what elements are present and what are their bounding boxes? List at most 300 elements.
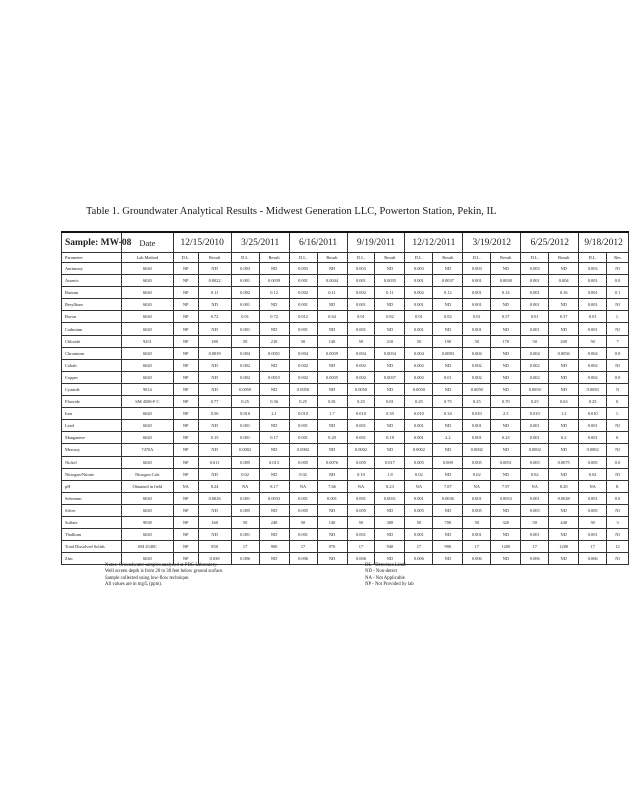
value-cell: 0.001 (347, 323, 375, 335)
value-cell: ND (317, 553, 347, 565)
value-cell: 0.15 (198, 432, 231, 444)
value-cell: 0.02 (289, 468, 317, 480)
parameter-cell: Boron (62, 311, 122, 323)
column-subheader: Result (259, 253, 289, 263)
value-cell: 0.001 (521, 287, 549, 299)
value-cell: 0.001 (405, 275, 433, 287)
value-cell: 0.004 (289, 347, 317, 359)
value-cell: 0.005 (579, 504, 607, 516)
value-cell: 17 (347, 541, 375, 553)
value-cell: 0.010 (231, 408, 259, 420)
value-cell: 0.0026 (198, 492, 231, 504)
table-row (62, 383, 629, 395)
value-cell: ND (491, 444, 521, 456)
value-cell: ND (259, 299, 289, 311)
value-cell: 50 (521, 516, 549, 528)
value-cell: 0.002 (347, 371, 375, 383)
table-row (62, 529, 629, 541)
value-cell: 0.0002 (405, 444, 433, 456)
value-cell: 0.001 (463, 323, 491, 335)
value-cell: 0.0022 (198, 275, 231, 287)
value-cell: 0.002 (521, 359, 549, 371)
value-cell: ND (491, 529, 521, 541)
value-cell: ND (317, 420, 347, 432)
value-cell: NP (173, 444, 198, 456)
value-cell: ND (259, 263, 289, 275)
date-header: 6/16/2011 (289, 232, 347, 253)
lab-method-cell: SM 4500-F C (122, 396, 174, 408)
value-cell: 0.81 (375, 396, 405, 408)
value-cell: NA (521, 480, 549, 492)
lab-method-cell: 6020 (122, 347, 174, 359)
date-header: 6/25/2012 (521, 232, 579, 253)
value-cell: NA (173, 480, 198, 492)
value-cell: 0.72 (259, 311, 289, 323)
value-cell: 0.012 (289, 311, 317, 323)
column-subheader: Result (317, 253, 347, 263)
value-cell: 0.34 (433, 408, 463, 420)
value-cell: 0.0051 (259, 347, 289, 359)
value-cell: 0.001 (405, 432, 433, 444)
value-cell: 0.001 (231, 275, 259, 287)
value-cell: ND (491, 263, 521, 275)
column-subheader: Result (375, 253, 405, 263)
lab-method-cell: 9038 (122, 516, 174, 528)
value-cell: ND (375, 359, 405, 371)
column-subheader: D.L. (173, 253, 198, 263)
value-cell: ND (259, 444, 289, 456)
value-cell: 17 (405, 541, 433, 553)
value-cell: 0.001 (289, 323, 317, 335)
value-cell: 0.002 (405, 287, 433, 299)
value-cell: NA (289, 480, 317, 492)
value-cell: ND (433, 444, 463, 456)
value-cell: ND (433, 263, 463, 275)
lab-method-cell: 6020 (122, 529, 174, 541)
value-cell: 160 (198, 516, 231, 528)
value-cell: 0.0 (607, 456, 629, 468)
value-cell: NP (173, 299, 198, 311)
value-cell: 0.006 (463, 553, 491, 565)
value-cell: ND (491, 359, 521, 371)
parameter-cell: Arsenic (62, 275, 122, 287)
value-cell: NI (607, 553, 629, 565)
lab-method-cell: 6020 (122, 359, 174, 371)
value-cell: ND (198, 263, 231, 275)
column-subheader: D.L. (289, 253, 317, 263)
value-cell: 320 (491, 516, 521, 528)
value-cell: 940 (375, 541, 405, 553)
value-cell: 440 (549, 516, 579, 528)
value-cell: NI (607, 323, 629, 335)
value-cell: 0.005 (405, 504, 433, 516)
note-line: ND - Non-detect (365, 569, 398, 575)
value-cell: 3 (607, 516, 629, 528)
value-cell: 0.006 (231, 553, 259, 565)
value-cell: ND (317, 359, 347, 371)
value-cell: 7.66 (317, 480, 347, 492)
value-cell: ND (375, 504, 405, 516)
value-cell: 0.0056 (549, 347, 579, 359)
value-cell: ND (491, 553, 521, 565)
value-cell: 700 (433, 516, 463, 528)
value-cell: 0.0033 (259, 492, 289, 504)
value-cell: 0.001 (231, 492, 259, 504)
date-header: 3/19/2012 (463, 232, 521, 253)
value-cell: 8.23 (375, 480, 405, 492)
note-line: NA - Not Applicable (365, 575, 405, 581)
value-cell: 50 (347, 516, 375, 528)
value-cell: 0.001 (231, 420, 259, 432)
value-cell: 0.0002 (579, 444, 607, 456)
parameter-cell: Copper (62, 371, 122, 383)
value-cell: 0.006 (347, 553, 375, 565)
value-cell: 0.75 (433, 396, 463, 408)
value-cell: 0.038 (198, 553, 231, 565)
value-cell: 0.0002 (289, 444, 317, 456)
column-subheader: D.L. (231, 253, 259, 263)
value-cell: ND (491, 420, 521, 432)
parameter-cell: Antimony (62, 263, 122, 275)
table-row (62, 516, 629, 528)
value-cell: 0.82 (375, 311, 405, 323)
value-cell: 0.004 (231, 347, 259, 359)
value-cell: 0.17 (259, 432, 289, 444)
value-cell: NP (173, 553, 198, 565)
parameter-cell: Cobalt (62, 359, 122, 371)
value-cell: 0.001 (347, 492, 375, 504)
lab-method-cell: 6020 (122, 553, 174, 565)
value-cell: 17 (289, 541, 317, 553)
value-cell: 0.005 (347, 504, 375, 516)
value-cell: 850 (198, 541, 231, 553)
date-label: Date (122, 232, 174, 253)
value-cell: 0.0 (607, 371, 629, 383)
value-cell: 0.0039 (198, 347, 231, 359)
value-cell: ND (433, 553, 463, 565)
value-cell: ND (375, 529, 405, 541)
column-subheader: Result (491, 253, 521, 263)
value-cell: 8.24 (198, 480, 231, 492)
lab-method-cell: 6020 (122, 420, 174, 432)
value-cell: ND (317, 323, 347, 335)
parameter-cell: Zinc (62, 553, 122, 565)
value-cell: ND (198, 468, 231, 480)
value-cell: 8.20 (549, 480, 579, 492)
value-cell: NA (231, 480, 259, 492)
parameter-cell: Cadmium (62, 323, 122, 335)
table-row (62, 359, 629, 371)
parameter-cell: Sulfate (62, 516, 122, 528)
value-cell: 50 (463, 516, 491, 528)
table-row (62, 396, 629, 408)
value-cell: 0.004 (463, 347, 491, 359)
value-cell: 0.002 (231, 371, 259, 383)
value-cell: 0.001 (405, 299, 433, 311)
value-cell: 0.001 (289, 420, 317, 432)
value-cell: 0.0015 (259, 371, 289, 383)
lab-method-cell: Nitrogen Calc (122, 468, 174, 480)
value-cell: 0.006 (289, 553, 317, 565)
value-cell: 50 (289, 335, 317, 347)
value-cell: 0.002 (405, 371, 433, 383)
results-table (61, 231, 629, 565)
value-cell: 0.0035 (375, 275, 405, 287)
parameter-cell: Thallium (62, 529, 122, 541)
parameter-cell: Lead (62, 420, 122, 432)
lab-method-cell: 6020 (122, 408, 174, 420)
value-cell: 0.25 (521, 396, 549, 408)
value-cell: ND (433, 529, 463, 541)
lab-method-cell: 6020 (122, 311, 174, 323)
lab-method-cell: 9014 (122, 383, 174, 395)
value-cell: 0.36 (259, 396, 289, 408)
value-cell: 140 (317, 335, 347, 347)
value-cell: 0.001 (579, 529, 607, 541)
value-cell: NP (173, 432, 198, 444)
value-cell: 0.002 (347, 359, 375, 371)
value-cell: 0.0039 (259, 275, 289, 287)
value-cell: 0.25 (289, 396, 317, 408)
lab-method-cell: 6020 (122, 287, 174, 299)
lab-method-cell: 6020 (122, 492, 174, 504)
value-cell: 0.02 (463, 468, 491, 480)
value-cell: ND (549, 553, 579, 565)
value-cell: 0.25 (463, 396, 491, 408)
column-subheader-row (62, 253, 629, 263)
value-cell: 0.001 (463, 287, 491, 299)
value-cell: 50 (347, 335, 375, 347)
value-cell: ND (549, 383, 579, 395)
value-cell: ND (317, 299, 347, 311)
table-row (62, 371, 629, 383)
value-cell: 0.006 (405, 553, 433, 565)
value-cell: 0.01 (521, 311, 549, 323)
value-cell: 0.0050 (231, 383, 259, 395)
note-line: Sample collected using low-flow technique. (105, 575, 190, 581)
value-cell: 0.02 (405, 468, 433, 480)
value-cell: 0.003 (463, 263, 491, 275)
parameter-cell: Cyanide (62, 383, 122, 395)
column-subheader: D.L. (579, 253, 607, 263)
value-cell: 0.002 (579, 371, 607, 383)
value-cell: ND (375, 299, 405, 311)
value-cell: 17 (579, 541, 607, 553)
value-cell: 50 (405, 335, 433, 347)
value-cell: 0.002 (289, 371, 317, 383)
value-cell: 0.001 (521, 420, 549, 432)
value-cell: ND (198, 504, 231, 516)
value-cell: NP (173, 516, 198, 528)
value-cell: 0.001 (289, 529, 317, 541)
value-cell: ND (317, 529, 347, 541)
value-cell: 0.01 (231, 311, 259, 323)
value-cell: NA (579, 480, 607, 492)
value-cell: ND (259, 359, 289, 371)
value-cell: 50 (289, 516, 317, 528)
value-cell: ND (491, 323, 521, 335)
value-cell: 0.002 (289, 359, 317, 371)
value-cell: 0.81 (317, 396, 347, 408)
lab-method-cell: 6020 (122, 504, 174, 516)
value-cell: 0.003 (231, 263, 259, 275)
value-cell: 0.003 (289, 263, 317, 275)
value-cell: 0. (607, 432, 629, 444)
parameter-cell: Mercury (62, 444, 122, 456)
value-cell: 0.001 (289, 275, 317, 287)
value-cell: 0.001 (231, 432, 259, 444)
value-cell: 0.002 (579, 359, 607, 371)
parameter-cell: Chloride (62, 335, 122, 347)
value-cell: 0.14 (491, 287, 521, 299)
column-subheader: Res (607, 253, 629, 263)
value-cell: ND (491, 504, 521, 516)
value-cell: 0.010 (521, 408, 549, 420)
lab-method-cell: 6020 (122, 371, 174, 383)
value-cell: 0.005 (289, 456, 317, 468)
value-cell: 0.16 (549, 287, 579, 299)
value-cell: ND (317, 383, 347, 395)
value-cell: 0.002 (231, 287, 259, 299)
value-cell: ND (491, 383, 521, 395)
value-cell: 0.0050 (347, 383, 375, 395)
value-cell: 0.017 (375, 456, 405, 468)
value-cell: 0.010 (347, 408, 375, 420)
value-cell: ND (549, 529, 579, 541)
note-line: NP - Not Provided by lab (365, 582, 414, 588)
value-cell: 0.001 (463, 275, 491, 287)
value-cell: 0.005 (289, 504, 317, 516)
value-cell: 0.004 (579, 347, 607, 359)
value-cell: ND (375, 553, 405, 565)
value-cell: 50 (405, 516, 433, 528)
value-cell: 1. (607, 408, 629, 420)
value-cell: ND (317, 444, 347, 456)
value-cell: 0.2 (549, 432, 579, 444)
value-cell: 0.01 (405, 311, 433, 323)
value-cell: 0. (607, 396, 629, 408)
value-cell: 50 (463, 335, 491, 347)
value-cell: ND (549, 323, 579, 335)
value-cell: 7.97 (491, 480, 521, 492)
value-cell: NP (173, 359, 198, 371)
parameter-cell: Manganese (62, 432, 122, 444)
table-row (62, 323, 629, 335)
value-cell: 0.001 (463, 432, 491, 444)
value-cell: 0.009 (433, 456, 463, 468)
value-cell: 0.010 (405, 408, 433, 420)
value-cell: 0.0076 (317, 456, 347, 468)
value-cell: 0.001 (579, 287, 607, 299)
value-cell: 200 (549, 335, 579, 347)
value-cell: 0.001 (405, 420, 433, 432)
value-cell: 0.0039 (317, 347, 347, 359)
value-cell: 0.005 (347, 456, 375, 468)
column-subheader: Result (549, 253, 579, 263)
value-cell: 0.63 (549, 396, 579, 408)
notes-right (365, 563, 545, 589)
table-row (62, 432, 629, 444)
note-line: DL - Detection Limit (365, 563, 406, 568)
value-cell: NI (607, 444, 629, 456)
value-cell: 1200 (491, 541, 521, 553)
value-cell: 0.0 (607, 347, 629, 359)
value-cell: 0.006 (521, 553, 549, 565)
value-cell: NI (607, 529, 629, 541)
value-cell: ND (433, 468, 463, 480)
value-cell: 12 (607, 541, 629, 553)
value-cell: 0.001 (579, 420, 607, 432)
value-cell: 0.23 (491, 432, 521, 444)
value-cell: NA (405, 480, 433, 492)
value-cell: ND (259, 420, 289, 432)
column-subheader: D.L. (405, 253, 433, 263)
value-cell: N (607, 383, 629, 395)
date-header: 3/25/2011 (231, 232, 289, 253)
value-cell: 0.29 (317, 432, 347, 444)
table-row (62, 492, 629, 504)
value-cell: 0.006 (579, 553, 607, 565)
value-cell: 0.57 (491, 311, 521, 323)
value-cell: ND (317, 468, 347, 480)
value-cell: NI (607, 359, 629, 371)
table-title: Table 1. Groundwater Analytical Results - Midwest Generation LLC, Powerton Station, Pekin, IL (86, 206, 497, 217)
table-row (62, 335, 629, 347)
value-cell: 0.001 (579, 432, 607, 444)
value-cell: NI (607, 263, 629, 275)
value-cell: 0.0031 (375, 492, 405, 504)
value-cell: ND (317, 504, 347, 516)
table-row (62, 420, 629, 432)
value-cell: 0.010 (463, 408, 491, 420)
value-cell: ND (198, 383, 231, 395)
value-cell: 0.001 (521, 275, 549, 287)
value-cell: ND (259, 553, 289, 565)
value-cell: 210 (259, 335, 289, 347)
value-cell: 0.77 (198, 396, 231, 408)
value-cell: 0.013 (259, 456, 289, 468)
value-cell: 0.10 (347, 468, 375, 480)
value-cell: ND (375, 323, 405, 335)
date-header: 12/12/2011 (405, 232, 463, 253)
value-cell: 50 (231, 335, 259, 347)
value-cell: ND (259, 383, 289, 395)
value-cell: 1. (607, 311, 629, 323)
value-cell: NI (607, 299, 629, 311)
value-cell: 0.002 (463, 359, 491, 371)
value-cell: ND (198, 529, 231, 541)
value-cell: 0.0037 (375, 371, 405, 383)
value-cell: 0.11 (317, 287, 347, 299)
value-cell: NP (173, 420, 198, 432)
value-cell: 0.001 (463, 492, 491, 504)
value-cell: NA (347, 480, 375, 492)
value-cell: 0.001 (521, 529, 549, 541)
value-cell: ND (259, 504, 289, 516)
value-cell: 0.0002 (231, 444, 259, 456)
value-cell: 2.1 (259, 408, 289, 420)
value-cell: 0.001 (579, 323, 607, 335)
value-cell: ND (198, 323, 231, 335)
value-cell: NP (173, 335, 198, 347)
value-cell: ND (433, 383, 463, 395)
value-cell: 0.02 (579, 468, 607, 480)
column-subheader: Result (433, 253, 463, 263)
value-cell: 50 (521, 335, 549, 347)
value-cell: 0.003 (579, 263, 607, 275)
value-cell: ND (549, 371, 579, 383)
value-cell: NP (173, 456, 198, 468)
